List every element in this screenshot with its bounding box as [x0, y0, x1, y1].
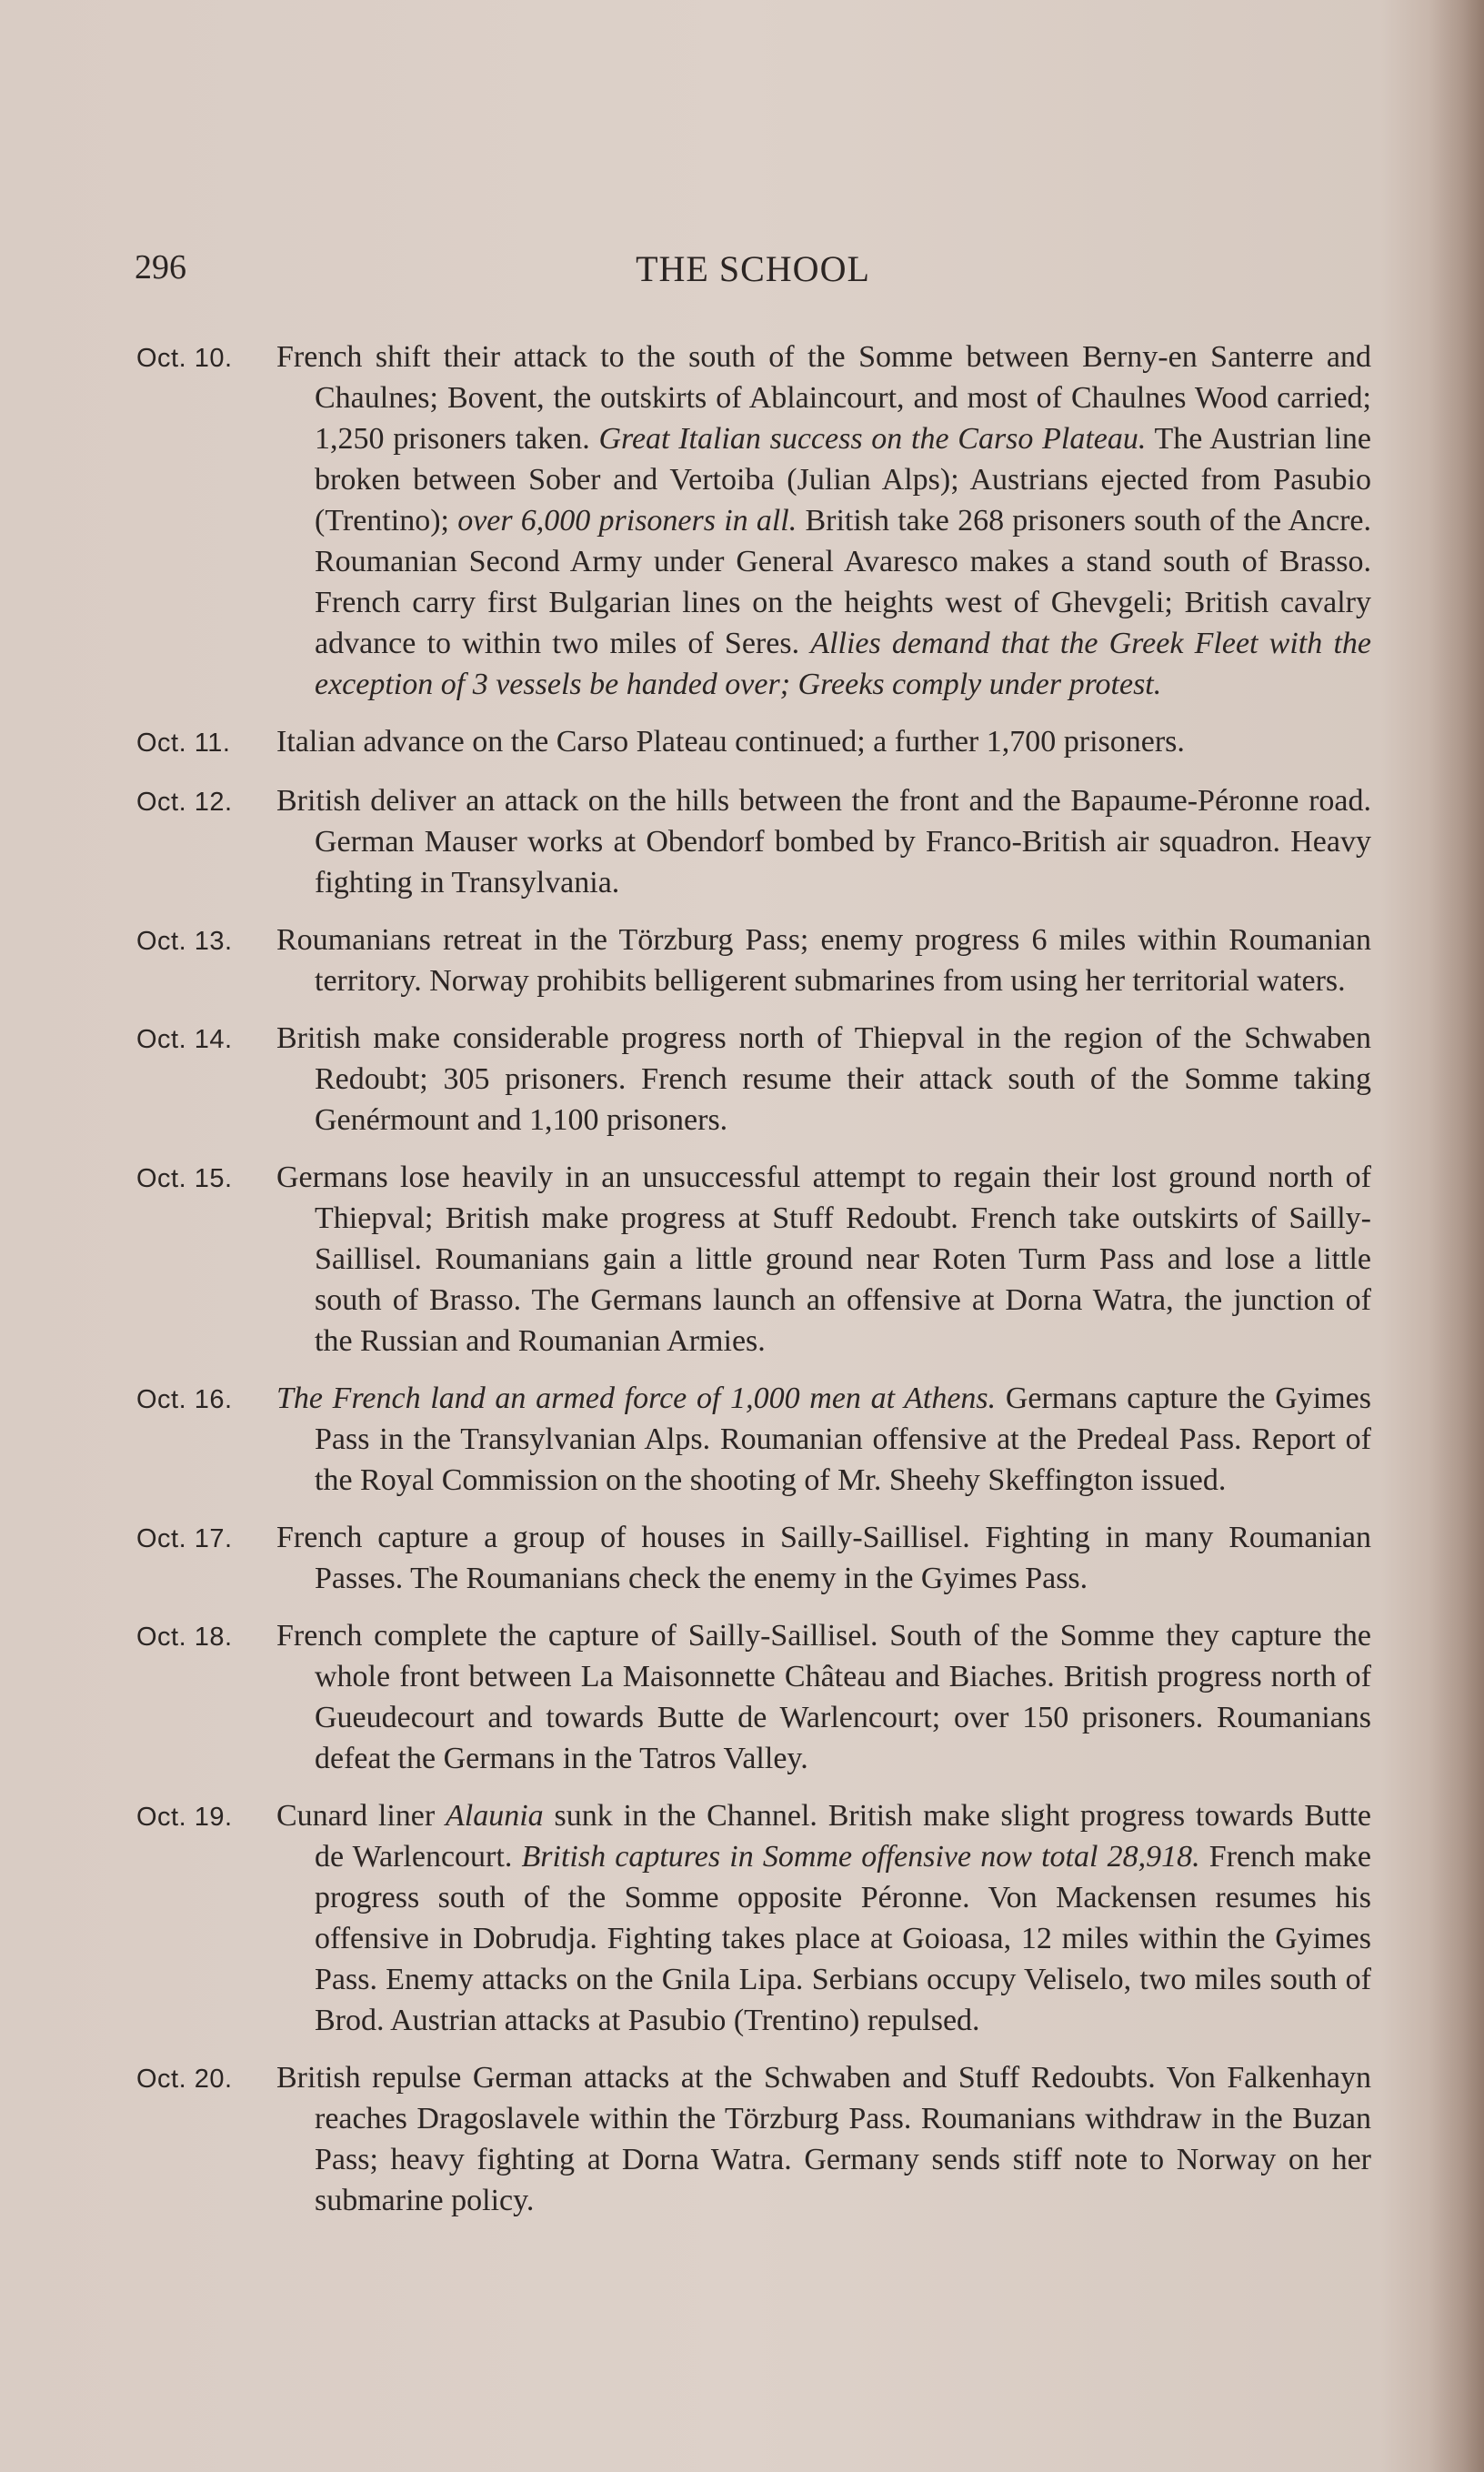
page-number: 296: [135, 248, 186, 286]
page-header: [135, 247, 1371, 302]
entry-text-segment: Roumanians retreat in the Törzburg Pass; enemy progress 6 miles within Roumanian territory. Norway prohibits belligerent submarines from using her territorial waters.: [276, 923, 1371, 998]
entry-text-italic: The French land an armed force of 1,000 men at Athens.: [276, 1382, 997, 1415]
entry-text: [276, 1517, 1371, 1599]
chronology-entry: [136, 721, 1371, 764]
entry-text: [276, 1018, 1371, 1141]
entry-text-segment: Germans lose heavily in an unsuccessful attempt to regain their lost ground north of Thiepval; British make progress at Stuff Redoubt. French take outskirts of Sailly-Saillisel. Roumanians gain a little ground near Roten Turm Pass and lose a little south of Brasso. The Germans launch an offensive at Dorna Watra, the junction of the Russian and Roumanian Armies.: [276, 1161, 1371, 1358]
running-title: THE SCHOOL: [636, 248, 870, 289]
entry-date: Oct. 18.: [136, 1623, 233, 1652]
entry-text-segment: British deliver an attack on the hills between the front and the Bapaume-Péronne road. German Mauser works at Obendorf bombed by Franco-British air squadron. Heavy fighting in Transylvania.: [276, 784, 1371, 899]
chronology-entry: [136, 919, 1371, 1001]
entry-text-italic: Alaunia: [446, 1799, 544, 1833]
chronology-entry: [136, 1018, 1371, 1141]
entry-text: [276, 1795, 1371, 2041]
entry-date: Oct. 14.: [136, 1025, 233, 1054]
entry-text-segment: Italian advance on the Carso Plateau continued; a further 1,700 prisoners.: [276, 725, 1185, 759]
entry-text-segment: French capture a group of houses in Sailly-Saillisel. Fighting in many Roumanian Passes. The Roumanians check the enemy in the Gyimes Pass.: [276, 1521, 1371, 1595]
entry-date: Oct. 12.: [136, 788, 233, 817]
entry-text-segment: French complete the capture of Sailly-Saillisel. South of the Somme they capture the whole front between La Maisonnette Château and Biaches. British progress north of Gueudecourt and towards Butte de Warlencourt; over 150 prisoners. Roumanians defeat the Germans in the Tatros Valley.: [276, 1619, 1371, 1775]
entry-text-italic: British captures in Somme offensive now total 28,918.: [521, 1840, 1200, 1874]
entry-text: [276, 780, 1371, 903]
entry-date: Oct. 16.: [136, 1385, 233, 1414]
entry-date: Oct. 17.: [136, 1524, 233, 1553]
chronology-entries: [136, 337, 1371, 2237]
entry-text: [276, 919, 1371, 1001]
chronology-entry: [136, 1517, 1371, 1599]
entry-text-segment: British take 268 prisoners south of the Ancre. Roumanian Second Army under General Avaresco makes a stand south of Brasso. French carry first Bulgarian lines on the heights west of Ghevgeli; British cavalry advance to within two miles of Seres.: [315, 504, 1371, 660]
entry-text-segment: British repulse German attacks at the Schwaben and Stuff Redoubts. Von Falkenhayn reaches Dragoslavele within the Törzburg Pass. Roumanians withdraw in the Buzan Pass; heavy fighting at Dorna Watra. Germany sends stiff note to Norway on her submarine policy.: [276, 2061, 1371, 2217]
entry-text-segment: Germans capture the Gyimes Pass in the Transylvanian Alps. Roumanian offensive at the Predeal Pass. Report of the Royal Commission on the shooting of Mr. Sheehy Skeffington issued.: [315, 1382, 1371, 1497]
entry-text: [276, 1615, 1371, 1779]
entry-text: [276, 721, 1371, 764]
entry-text-italic: over 6,000 prisoners in all.: [457, 504, 797, 538]
entry-text: [276, 2057, 1371, 2221]
chronology-entry: [136, 2057, 1371, 2221]
entry-date: Oct. 10.: [136, 344, 233, 373]
entry-text-segment: The Austrian line broken between Sober and Vertoiba (Julian Alps); Austrians ejected from Pasubio (Trentino);: [315, 422, 1371, 538]
entry-date: Oct. 20.: [136, 2065, 233, 2094]
entry-date: Oct. 13.: [136, 927, 233, 956]
chronology-entry: [136, 1378, 1371, 1501]
chronology-entry: [136, 780, 1371, 903]
entry-text: [276, 337, 1371, 705]
chronology-entry: [136, 337, 1371, 705]
entry-date: Oct. 15.: [136, 1164, 233, 1193]
entry-date: Oct. 11.: [136, 729, 231, 758]
entry-text-segment: sunk in the Channel. British make slight progress towards Butte de Warlencourt.: [315, 1799, 1372, 1874]
entry-text: [276, 1157, 1371, 1362]
chronology-entry: [136, 1795, 1371, 2041]
chronology-entry: [136, 1157, 1371, 1362]
entry-text-segment: British make considerable progress north of Thiepval in the region of the Schwaben Redoubt; 305 prisoners. French resume their attack south of the Somme taking Genérmount and 1,100 prisoners.: [276, 1021, 1371, 1137]
entry-text-italic: Great Italian success on the Carso Plateau.: [598, 422, 1147, 456]
entry-text-segment: Cunard liner: [276, 1799, 446, 1833]
entry-text-segment: French make progress south of the Somme opposite Péronne. Von Mackensen resumes his offensive in Dobrudja. Fighting takes place at Goioasa, 12 miles within the Gyimes Pass. Enemy attacks on the Gnila Lipa. Serbians occupy Veliselo, two miles south of Brod. Austrian attacks at Pasubio (Trentino) repulsed.: [315, 1840, 1371, 2037]
binding-edge-shadow: [1429, 0, 1484, 2472]
chronology-entry: [136, 1615, 1371, 1779]
entry-date: Oct. 19.: [136, 1803, 233, 1832]
entry-text-italic: Allies demand that the Greek Fleet with the exception of 3 vessels be handed over; Greeks comply under protest.: [315, 627, 1372, 701]
entry-text: [276, 1378, 1371, 1501]
entry-text-segment: French shift their attack to the south of the Somme between Berny-en Santerre and Chaulnes; Bovent, the outskirts of Ablaincourt, and most of Chaulnes Wood carried; 1,250 prisoners taken.: [276, 340, 1371, 456]
